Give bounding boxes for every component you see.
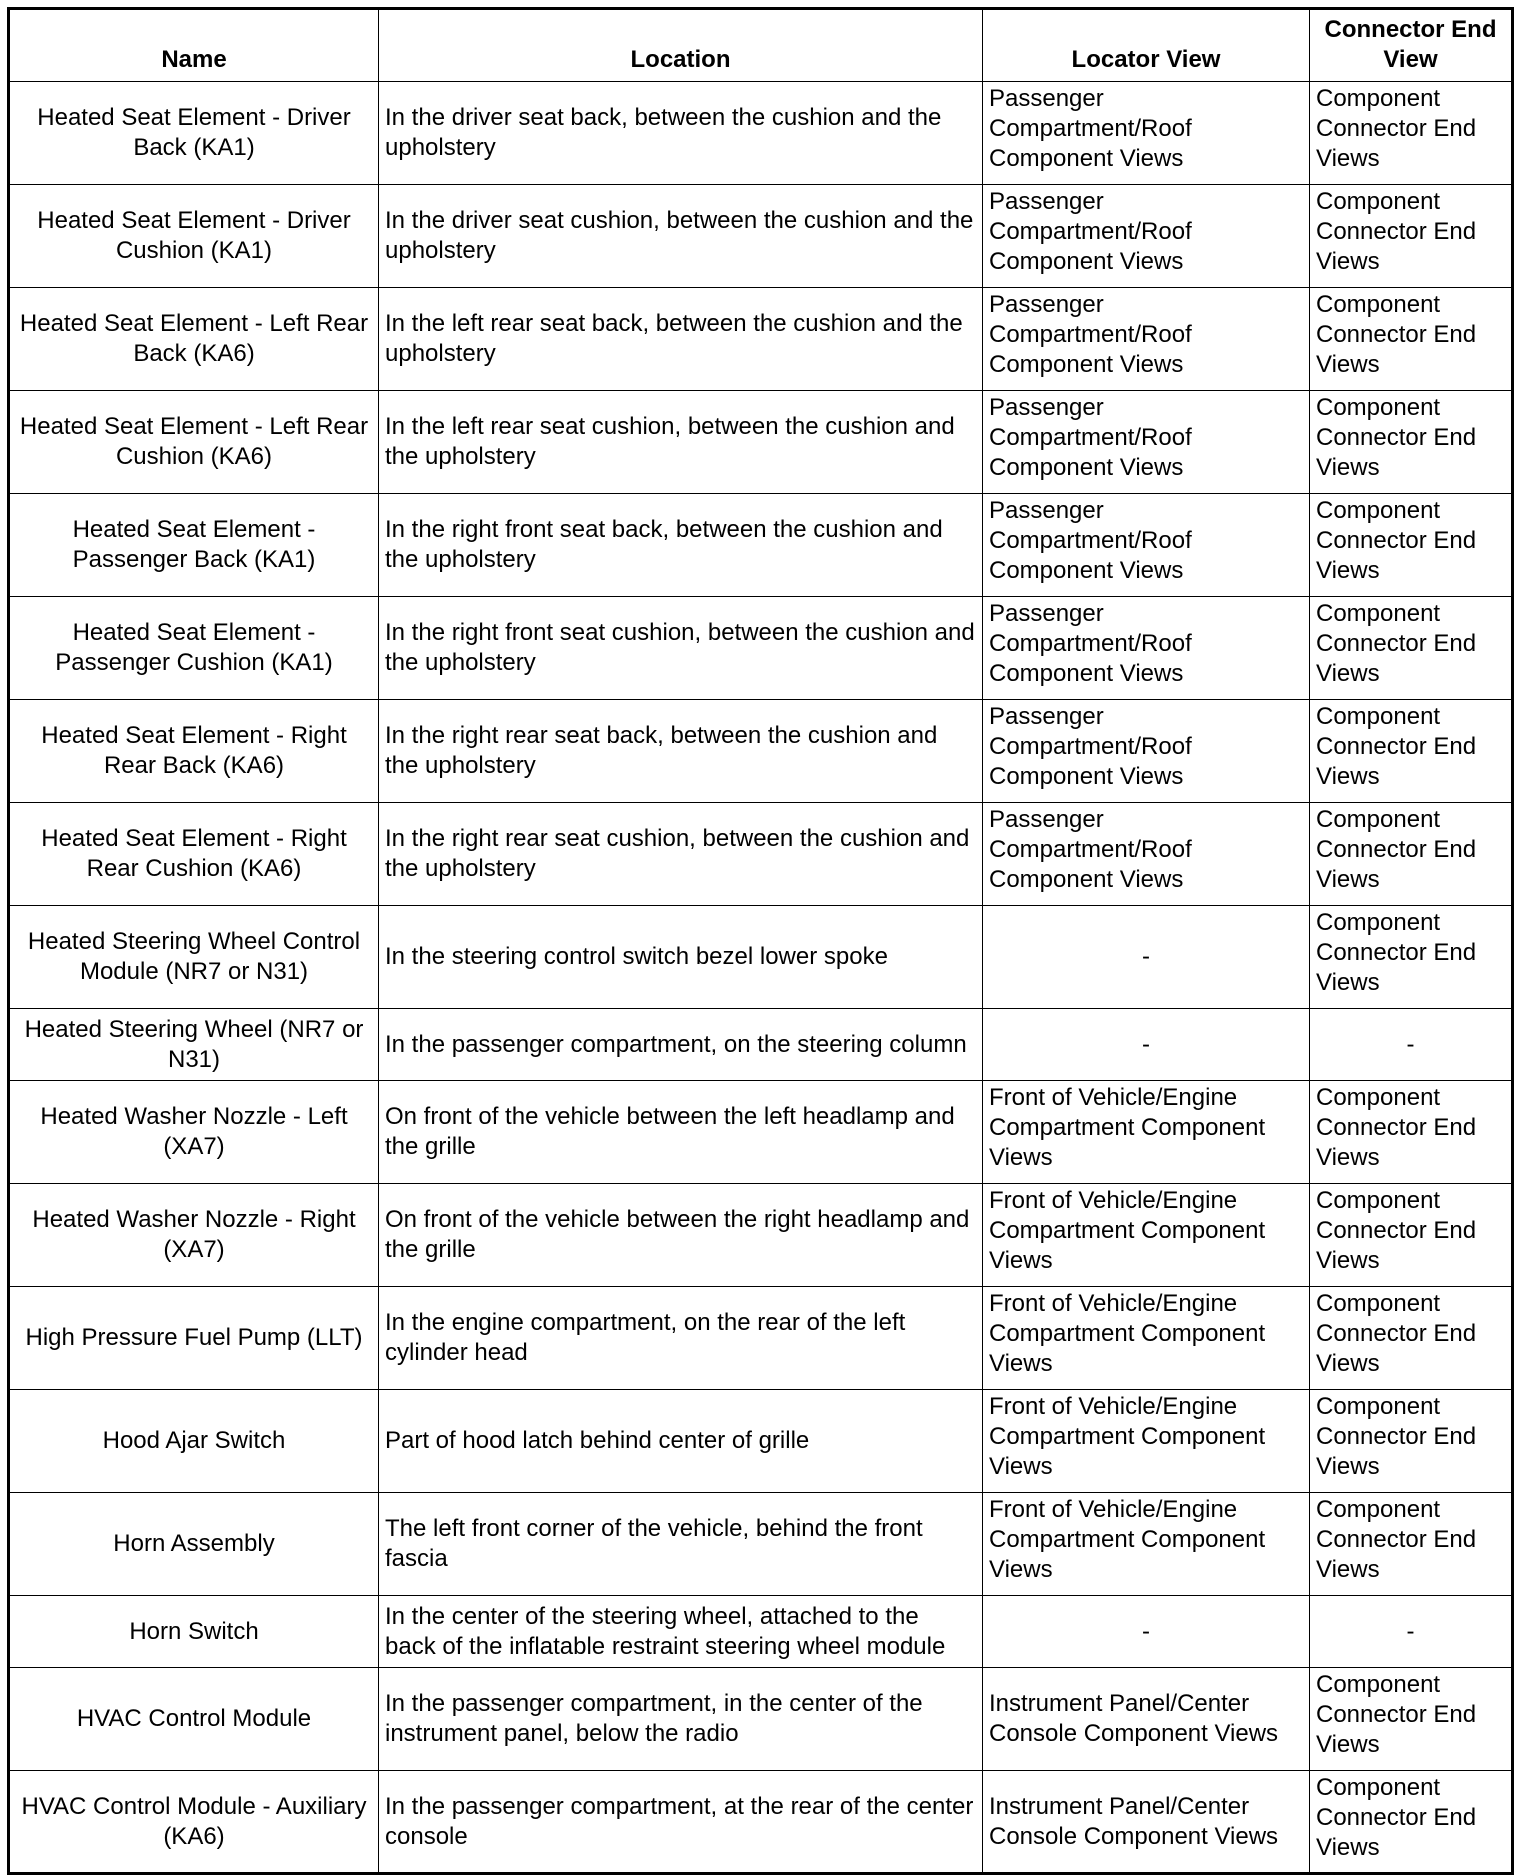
cell-name: Heated Seat Element - Right Rear Cushion (KA6) [9, 803, 379, 906]
cell-location: In the right rear seat back, between the cushion and the upholstery [379, 700, 983, 803]
cell-location: In the passenger compartment, in the center of the instrument panel, below the radio [379, 1668, 983, 1771]
cell-locator-view: Passenger Compartment/Roof Component Views [983, 597, 1310, 700]
cell-locator-view: Front of Vehicle/Engine Compartment Component Views [983, 1493, 1310, 1596]
cell-name: Heated Steering Wheel Control Module (NR7 or N31) [9, 906, 379, 1009]
cell-locator-view: Passenger Compartment/Roof Component Views [983, 391, 1310, 494]
cell-location: Part of hood latch behind center of grille [379, 1390, 983, 1493]
table-row [9, 1009, 1513, 1081]
cell-connector-end-view: - [1310, 1596, 1513, 1668]
table-row [9, 597, 1513, 700]
cell-locator-view: Passenger Compartment/Roof Component Views [983, 288, 1310, 391]
table-row [9, 1184, 1513, 1287]
cell-name: Heated Seat Element - Driver Cushion (KA1) [9, 185, 379, 288]
table-body [9, 82, 1513, 1874]
header-locator-view: Locator View [983, 9, 1310, 82]
cell-connector-end-view: Component Connector End Views [1310, 1771, 1513, 1874]
header-connector-end-view: Connector End View [1310, 9, 1513, 82]
table-row [9, 288, 1513, 391]
table-row [9, 1596, 1513, 1668]
cell-locator-view: - [983, 906, 1310, 1009]
cell-locator-view: Instrument Panel/Center Console Component Views [983, 1771, 1310, 1874]
cell-connector-end-view: Component Connector End Views [1310, 1287, 1513, 1390]
cell-locator-view: Front of Vehicle/Engine Compartment Component Views [983, 1390, 1310, 1493]
cell-locator-view: - [983, 1596, 1310, 1668]
table-header [9, 9, 1513, 82]
table-row [9, 391, 1513, 494]
cell-connector-end-view: Component Connector End Views [1310, 82, 1513, 185]
table-row [9, 1668, 1513, 1771]
component-locator-table [7, 7, 1514, 1875]
header-location: Location [379, 9, 983, 82]
cell-locator-view: Passenger Compartment/Roof Component Views [983, 82, 1310, 185]
cell-location: On front of the vehicle between the left headlamp and the grille [379, 1081, 983, 1184]
table-row [9, 1287, 1513, 1390]
cell-connector-end-view: Component Connector End Views [1310, 1390, 1513, 1493]
cell-locator-view: Instrument Panel/Center Console Component Views [983, 1668, 1310, 1771]
cell-name: Hood Ajar Switch [9, 1390, 379, 1493]
cell-connector-end-view: Component Connector End Views [1310, 1081, 1513, 1184]
cell-connector-end-view: Component Connector End Views [1310, 494, 1513, 597]
cell-connector-end-view: Component Connector End Views [1310, 906, 1513, 1009]
table-row [9, 700, 1513, 803]
cell-location: In the steering control switch bezel lower spoke [379, 906, 983, 1009]
cell-name: Heated Seat Element - Driver Back (KA1) [9, 82, 379, 185]
cell-name: Heated Seat Element - Passenger Back (KA1) [9, 494, 379, 597]
cell-name: HVAC Control Module - Auxiliary (KA6) [9, 1771, 379, 1874]
cell-location: In the engine compartment, on the rear of the left cylinder head [379, 1287, 983, 1390]
table-row [9, 906, 1513, 1009]
cell-connector-end-view: Component Connector End Views [1310, 1668, 1513, 1771]
cell-name: Heated Seat Element - Left Rear Cushion (KA6) [9, 391, 379, 494]
cell-locator-view: Front of Vehicle/Engine Compartment Component Views [983, 1184, 1310, 1287]
cell-connector-end-view: Component Connector End Views [1310, 597, 1513, 700]
table-row [9, 1771, 1513, 1874]
cell-connector-end-view: Component Connector End Views [1310, 803, 1513, 906]
cell-connector-end-view: Component Connector End Views [1310, 185, 1513, 288]
cell-locator-view: Passenger Compartment/Roof Component Views [983, 803, 1310, 906]
cell-name: Heated Seat Element - Passenger Cushion (KA1) [9, 597, 379, 700]
cell-location: In the passenger compartment, on the steering column [379, 1009, 983, 1081]
cell-location: In the left rear seat back, between the cushion and the upholstery [379, 288, 983, 391]
table-row [9, 185, 1513, 288]
cell-name: Heated Steering Wheel (NR7 or N31) [9, 1009, 379, 1081]
cell-name: Heated Washer Nozzle - Left (XA7) [9, 1081, 379, 1184]
cell-name: Heated Seat Element - Left Rear Back (KA6) [9, 288, 379, 391]
cell-location: In the right front seat cushion, between the cushion and the upholstery [379, 597, 983, 700]
cell-name: High Pressure Fuel Pump (LLT) [9, 1287, 379, 1390]
cell-location: In the center of the steering wheel, attached to the back of the inflatable restraint steering wheel module [379, 1596, 983, 1668]
cell-locator-view: Passenger Compartment/Roof Component Views [983, 185, 1310, 288]
table-row [9, 1081, 1513, 1184]
table-row [9, 1493, 1513, 1596]
cell-location: In the passenger compartment, at the rear of the center console [379, 1771, 983, 1874]
cell-connector-end-view: Component Connector End Views [1310, 288, 1513, 391]
cell-locator-view: Passenger Compartment/Roof Component Views [983, 494, 1310, 597]
table-row [9, 494, 1513, 597]
cell-connector-end-view: Component Connector End Views [1310, 1184, 1513, 1287]
table-row [9, 82, 1513, 185]
cell-name: Heated Seat Element - Right Rear Back (KA6) [9, 700, 379, 803]
cell-connector-end-view: Component Connector End Views [1310, 700, 1513, 803]
cell-locator-view: Front of Vehicle/Engine Compartment Component Views [983, 1287, 1310, 1390]
table-row [9, 803, 1513, 906]
header-row [9, 9, 1513, 82]
cell-name: Heated Washer Nozzle - Right (XA7) [9, 1184, 379, 1287]
cell-location: In the right front seat back, between the cushion and the upholstery [379, 494, 983, 597]
cell-connector-end-view: Component Connector End Views [1310, 391, 1513, 494]
cell-locator-view: - [983, 1009, 1310, 1081]
cell-location: In the left rear seat cushion, between the cushion and the upholstery [379, 391, 983, 494]
cell-location: The left front corner of the vehicle, behind the front fascia [379, 1493, 983, 1596]
cell-connector-end-view: Component Connector End Views [1310, 1493, 1513, 1596]
cell-locator-view: Passenger Compartment/Roof Component Views [983, 700, 1310, 803]
cell-name: Horn Switch [9, 1596, 379, 1668]
cell-name: HVAC Control Module [9, 1668, 379, 1771]
cell-connector-end-view: - [1310, 1009, 1513, 1081]
cell-locator-view: Front of Vehicle/Engine Compartment Component Views [983, 1081, 1310, 1184]
cell-location: On front of the vehicle between the right headlamp and the grille [379, 1184, 983, 1287]
cell-name: Horn Assembly [9, 1493, 379, 1596]
cell-location: In the driver seat cushion, between the cushion and the upholstery [379, 185, 983, 288]
table-row [9, 1390, 1513, 1493]
cell-location: In the driver seat back, between the cushion and the upholstery [379, 82, 983, 185]
header-name: Name [9, 9, 379, 82]
cell-location: In the right rear seat cushion, between the cushion and the upholstery [379, 803, 983, 906]
